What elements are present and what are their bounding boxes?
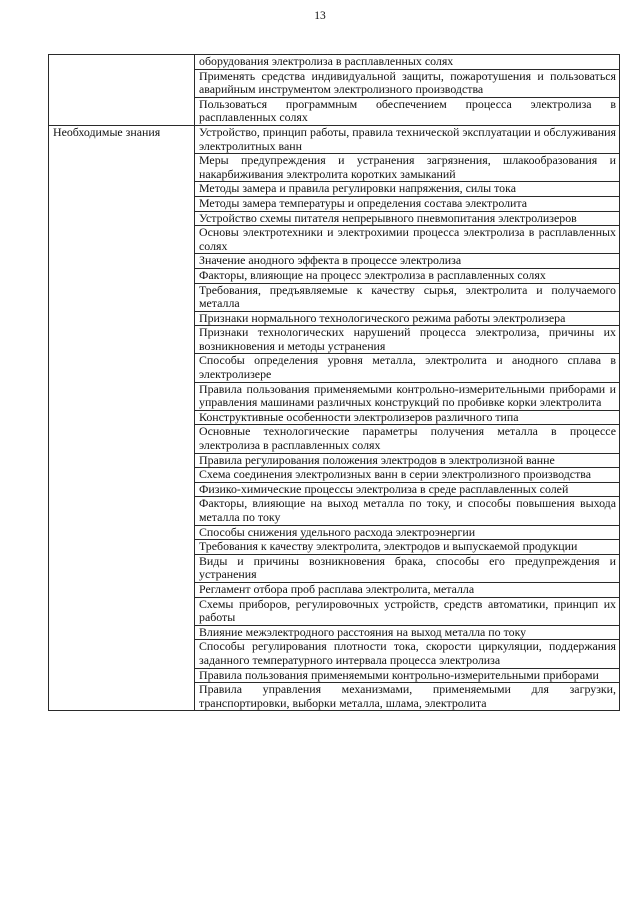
- requirement-item-cell: Правила пользования применяемыми контрольно-измерительными приборами и управления машинами различных конструкций по пробивке корки электролита: [195, 382, 620, 410]
- requirement-item-cell: Применять средства индивидуальной защиты, пожаротушения и пользоваться аварийным инструментом электролизного производства: [195, 69, 620, 97]
- requirement-item-cell: Признаки нормального технологического режима работы электролизера: [195, 311, 620, 326]
- requirement-item-cell: Регламент отбора проб расплава электролита, металла: [195, 582, 620, 597]
- requirement-item-cell: Требования, предъявляемые к качеству сырья, электролита и получаемого металла: [195, 283, 620, 311]
- table-row: [49, 125, 620, 153]
- requirement-item-cell: Конструктивные особенности электролизеров различного типа: [195, 410, 620, 425]
- requirement-item-cell: Правила пользования применяемыми контрольно-измерительными приборами: [195, 668, 620, 683]
- requirement-item-cell: Методы замера температуры и определения состава электролита: [195, 196, 620, 211]
- requirement-item-cell: Признаки технологических нарушений процесса электролиза, причины их возникновения и методы устранения: [195, 326, 620, 354]
- requirement-item-cell: Требования к качеству электролита, электродов и выпускаемой продукции: [195, 540, 620, 555]
- page-number: 13: [314, 10, 326, 22]
- requirement-item-cell: Схема соединения электролизных ванн в серии электролизного производства: [195, 468, 620, 483]
- requirement-item-cell: Меры предупреждения и устранения загрязнения, шлакообразования и накарбиживания электролита коротких замыканий: [195, 154, 620, 182]
- requirement-item-cell: Факторы, влияющие на процесс электролиза в расплавленных солях: [195, 268, 620, 283]
- section-label-cell: [49, 55, 195, 126]
- requirement-item-cell: Влияние межэлектродного расстояния на выход металла по току: [195, 625, 620, 640]
- requirement-item-cell: Значение анодного эффекта в процессе электролиза: [195, 254, 620, 269]
- requirement-item-cell: Методы замера и правила регулировки напряжения, силы тока: [195, 182, 620, 197]
- requirement-item-cell: Устройство схемы питателя непрерывного пневмопитания электролизеров: [195, 211, 620, 226]
- requirement-item-cell: Основы электротехники и электрохимии процесса электролиза в расплавленных солях: [195, 226, 620, 254]
- table-row: [49, 55, 620, 70]
- requirement-item-cell: Способы определения уровня металла, электролита и анодного сплава в электролизере: [195, 354, 620, 382]
- requirement-item-cell: Пользоваться программным обеспечением процесса электролиза в расплавленных солях: [195, 97, 620, 125]
- table-body: [49, 55, 620, 711]
- requirement-item-cell: Способы регулирования плотности тока, скорости циркуляции, поддержания заданного температурного интервала процесса электролиза: [195, 640, 620, 668]
- requirement-item-cell: Физико-химические процессы электролиза в среде расплавленных солей: [195, 482, 620, 497]
- requirement-item-cell: Схемы приборов, регулировочных устройств, средств автоматики, принцип их работы: [195, 597, 620, 625]
- section-label-cell: Необходимые знания: [49, 125, 195, 710]
- requirement-item-cell: Основные технологические параметры получения металла в процессе электролиза в расплавленных солях: [195, 425, 620, 453]
- requirement-item-cell: Правила регулирования положения электродов в электролизной ванне: [195, 453, 620, 468]
- requirement-item-cell: Устройство, принцип работы, правила технической эксплуатации и обслуживания электролитных ванн: [195, 125, 620, 153]
- competency-table: [48, 54, 620, 711]
- requirement-item-cell: Факторы, влияющие на выход металла по току, и способы повышения выхода металла по току: [195, 497, 620, 525]
- requirement-item-cell: оборудования электролиза в расплавленных солях: [195, 55, 620, 70]
- requirement-item-cell: Виды и причины возникновения брака, способы его предупреждения и устранения: [195, 554, 620, 582]
- requirement-item-cell: Способы снижения удельного расхода электроэнергии: [195, 525, 620, 540]
- requirement-item-cell: Правила управления механизмами, применяемыми для загрузки, транспортировки, выборки металла, шлама, электролита: [195, 683, 620, 711]
